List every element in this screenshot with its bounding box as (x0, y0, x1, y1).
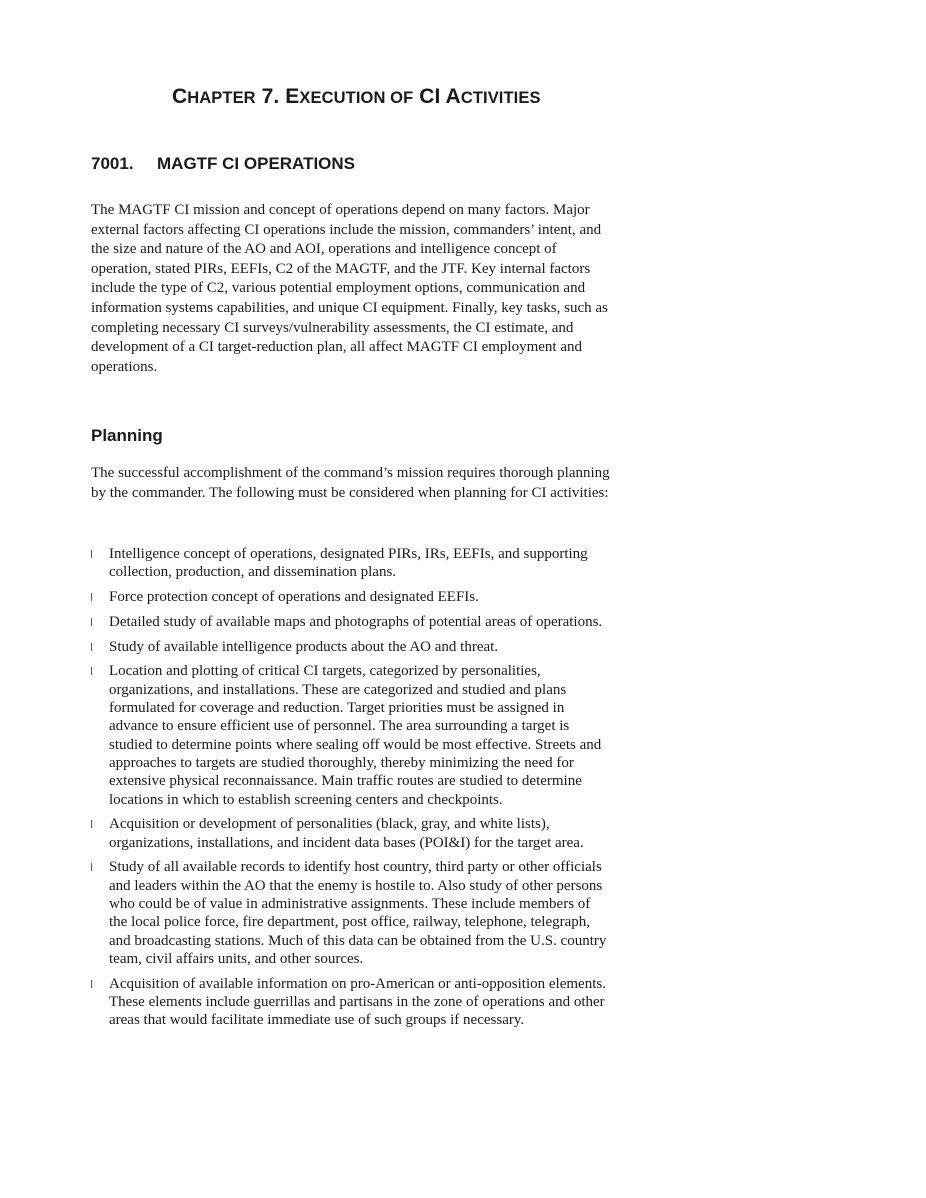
bullet-mark (91, 820, 92, 828)
list-item-text: Location and plotting of critical CI targets, categorized by personalities, organizations, and installations. These are categorized and studied and plans formulated for coverage and reduction. Target priorities must be assigned in advance to ensure efficient use of personnel. The area surrounding a target is studied to determine points where sealing off would be most effective. Streets and approaches to targets are studied thoroughly, thereby minimizing the need for extensive physical reconnaissance. Main traffic routes are studied to determine locations in which to establish screening centers and checkpoints. (109, 663, 602, 808)
list-item-text: Detailed study of available maps and photographs of potential areas of operations. (109, 613, 603, 630)
bullet-mark (91, 643, 92, 651)
list-item (91, 613, 611, 631)
list-item (91, 815, 611, 852)
list-item-text: Acquisition or development of personalities (black, gray, and white lists), organizations, installations, and incident data bases (POI&I) for the target area. (109, 816, 584, 851)
list-item-text: Study of all available records to identify host country, third party or other officials and leaders within the AO that the enemy is hostile to. Also study of other persons who could be of value in administrative assignments. These include members of the local police force, fire department, post office, railway, telephone, telegraph, and broadcasting stations. Much of this data can be obtained from the U.S. country team, civil affairs units, and other sources. (109, 859, 607, 967)
list-item-text: Acquisition of available information on pro-American or anti-opposition elements. These elements include guerrillas and partisans in the zone of operations and other areas that would facilitate immediate use of such groups if necessary. (109, 975, 606, 1029)
chapter-title-part: XECUTION OF (299, 89, 414, 107)
list-item-text: Force protection concept of operations and designated EEFIs. (109, 589, 479, 606)
list-item (91, 662, 611, 808)
planning-bullet-list (91, 545, 611, 1036)
bullet-mark (91, 618, 92, 626)
chapter-title-part: CI A (413, 85, 461, 108)
section-number: 7001. (91, 154, 134, 173)
section-paragraph: The MAGTF CI mission and concept of operations depend on many factors. Major external factors affecting CI operations include the mission, commanders’ intent, and the size and nature of the AO and AOI, operations and intelligence concept of operation, stated PIRs, EEFIs, C2 of the MAGTF, and the JTF. Key internal factors include the type of C2, various potential employment options, communication and information systems capabilities, and unique CI equipment. Finally, key tasks, such as completing necessary CI surveys/vulnerability assessments, the CI estimate, and development of a CI target-reduction plan, all affect MAGTF CI employment and operations. (91, 202, 608, 375)
bullet-mark (91, 863, 92, 871)
list-item (91, 638, 611, 656)
chapter-title-part: HAPTER (187, 89, 256, 107)
list-item (91, 975, 611, 1030)
list-item-text: Study of available intelligence products about the AO and threat. (109, 638, 499, 655)
chapter-title (172, 85, 541, 109)
bullet-mark (91, 980, 92, 988)
list-item (91, 545, 611, 582)
bullet-mark (91, 550, 92, 558)
bullet-mark (91, 667, 92, 675)
planning-heading: Planning (91, 426, 163, 445)
chapter-title-part: C (172, 85, 188, 108)
section-heading (91, 154, 355, 174)
chapter-title-part: 7. E (255, 85, 300, 108)
list-item-text: Intelligence concept of operations, designated PIRs, IRs, EEFIs, and supporting collection, production, and dissemination plans. (109, 546, 588, 581)
chapter-title-part: CTIVITIES (460, 89, 541, 107)
bullet-mark (91, 593, 92, 601)
list-item (91, 858, 611, 968)
planning-intro: The successful accomplishment of the command’s mission requires thorough planning by the commander. The following must be considered when planning for CI activities: (91, 465, 610, 501)
list-item (91, 588, 611, 606)
section-title: MAGTF CI OPERATIONS (157, 154, 356, 173)
